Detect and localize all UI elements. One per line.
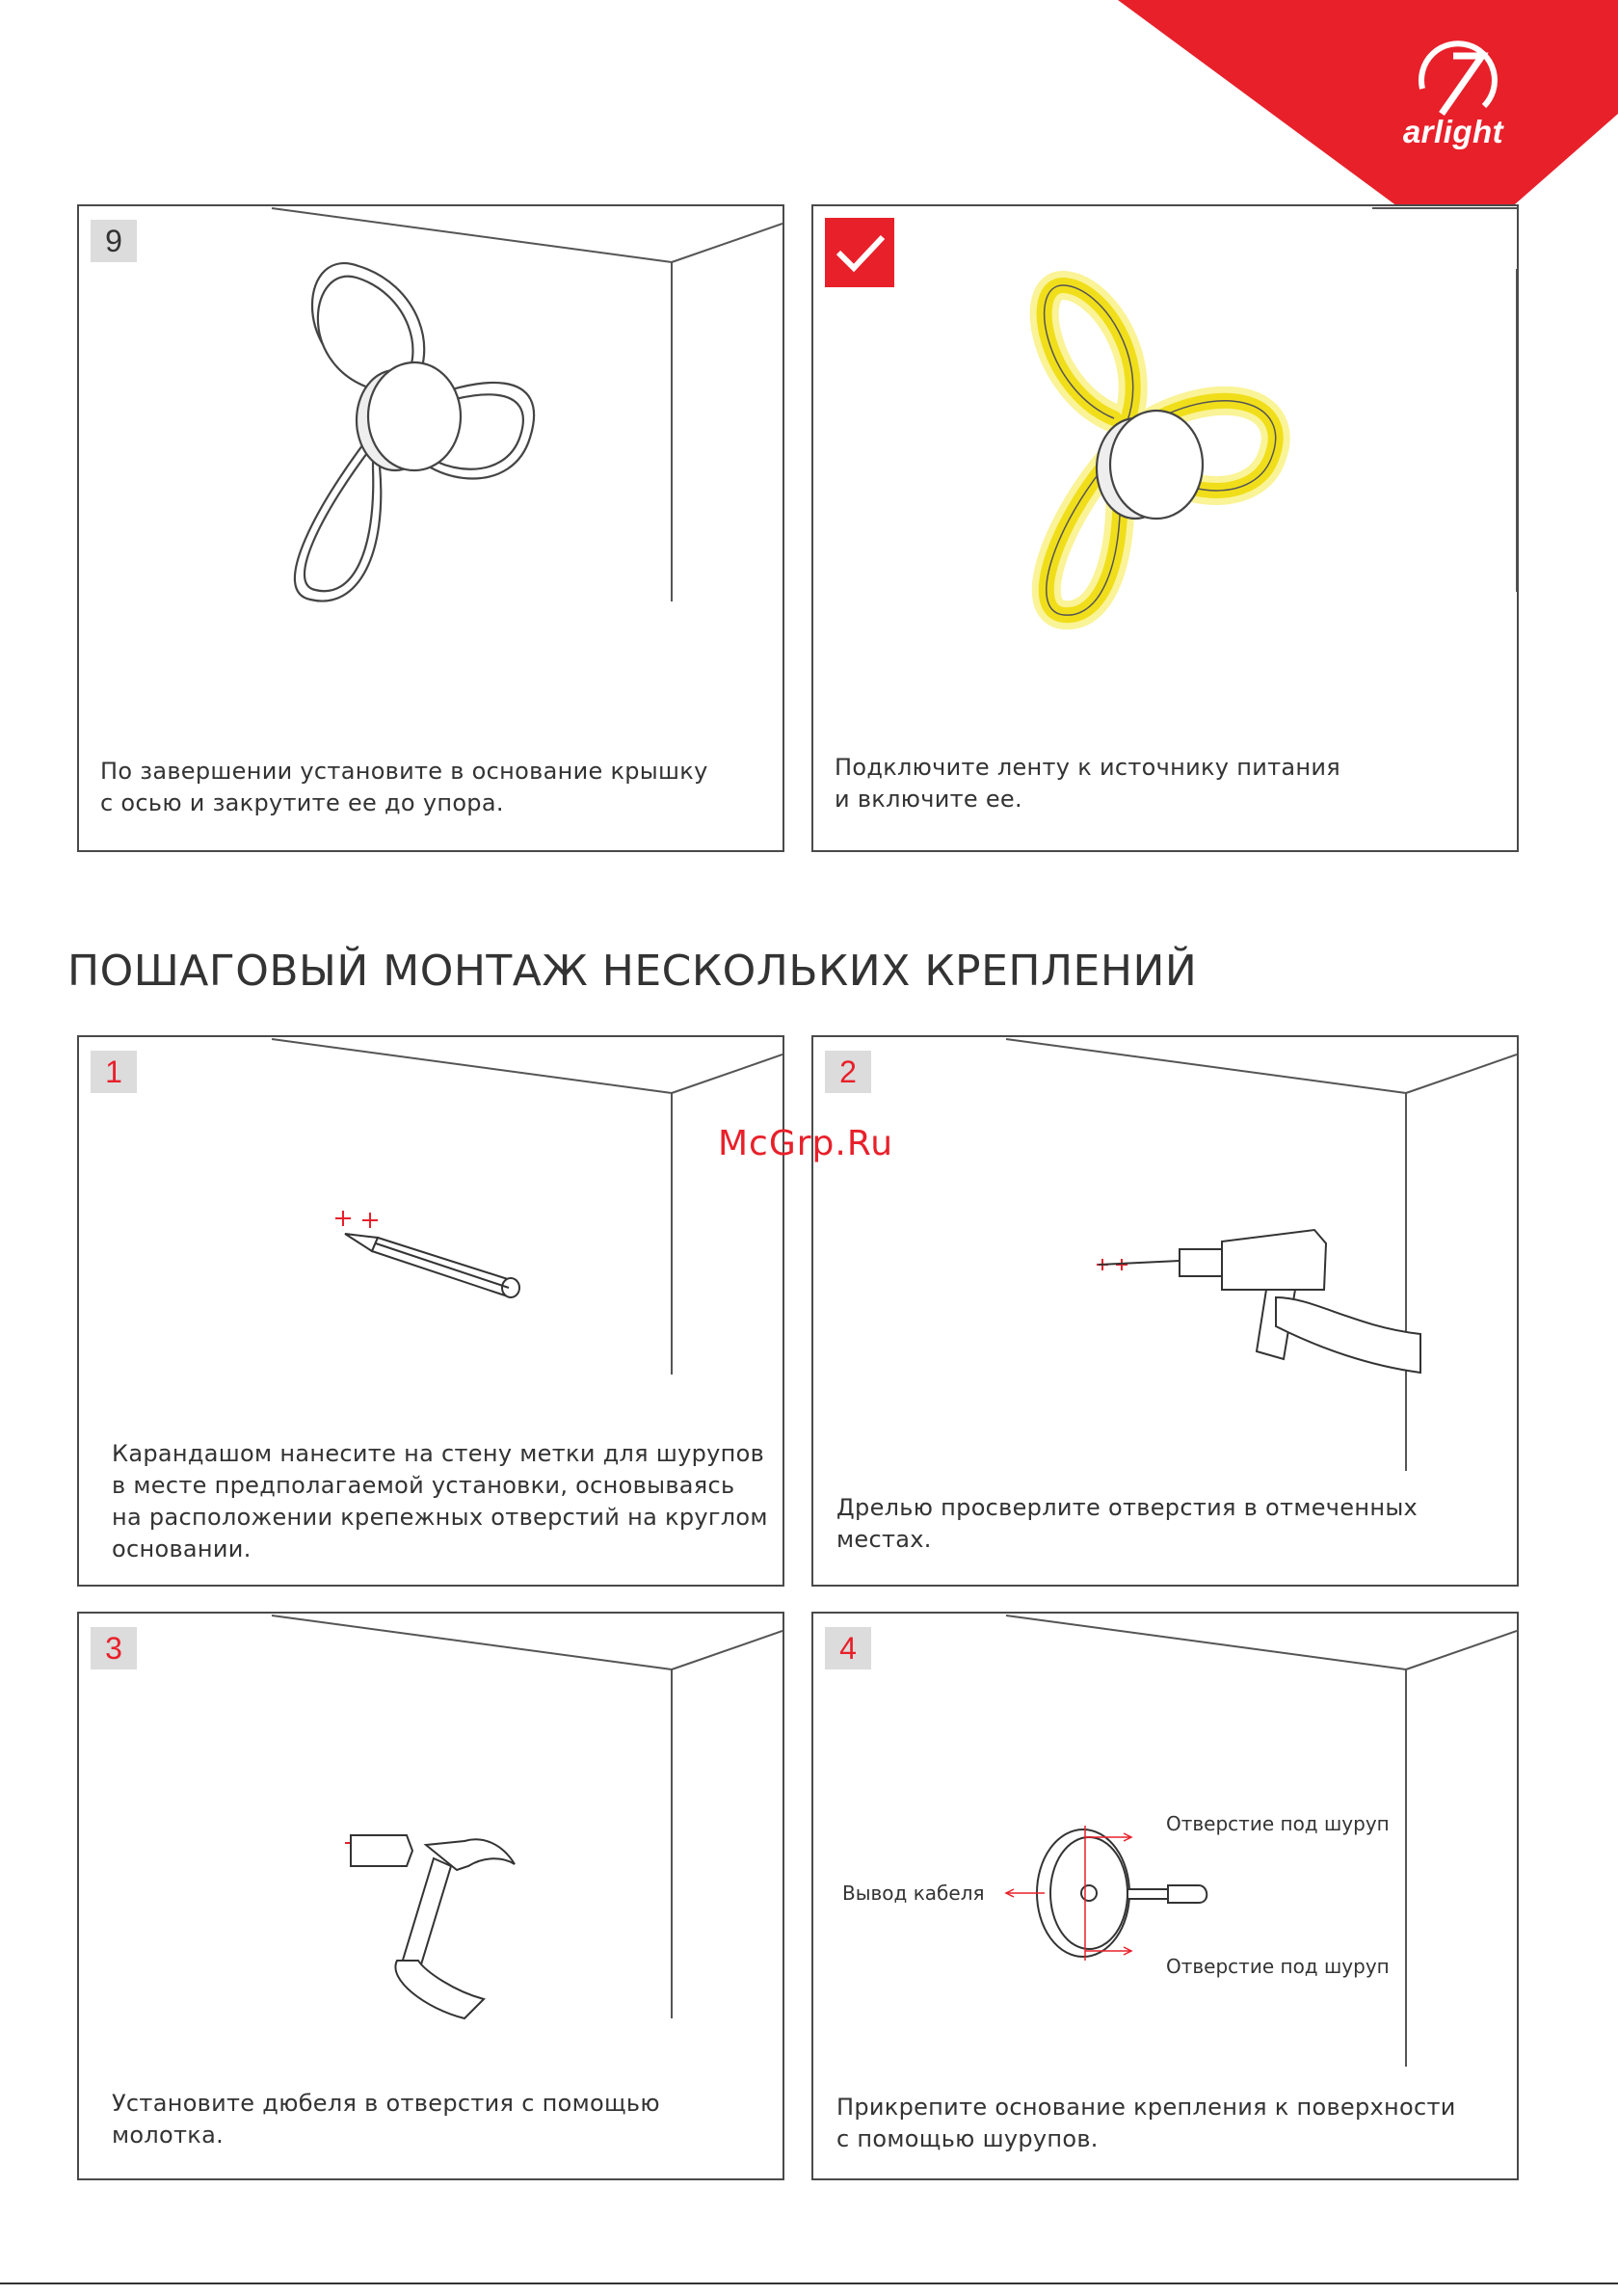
- panel-step-1: [77, 1035, 784, 1587]
- panel-step-4: [811, 1612, 1519, 2180]
- watermark: McGrp.Ru: [718, 1124, 894, 1163]
- step-caption: По завершении установите в основание крышку с осью и закрутите ее до упора.: [100, 758, 708, 816]
- step-caption: Дрелью просверлите отверстия в отмеченных местах.: [836, 1494, 1419, 1553]
- callout-screw-hole-top: Отверстие под шуруп: [1166, 1812, 1390, 1835]
- brand-logo: arlight: [1402, 114, 1504, 149]
- step-caption: Прикрепите основание крепления к поверхности с помощью шурупов.: [836, 2094, 1456, 2152]
- step-badge: 1: [91, 1051, 137, 1093]
- check-icon: [825, 218, 894, 287]
- step-caption: Карандашом нанесите на стену метки для шурупов в месте предполагаемой установки, основываясь на расположении крепежных отверстий на круглом основании.: [112, 1440, 768, 1562]
- section-title: ПОШАГОВЫЙ МОНТАЖ НЕСКОЛЬКИХ КРЕПЛЕНИЙ: [67, 947, 1198, 996]
- panel-step-3: [77, 1612, 784, 2180]
- panel-step-done: [811, 204, 1519, 852]
- footer-divider: [0, 2283, 1618, 2284]
- panel-step-2: [811, 1035, 1519, 1587]
- step-caption: Подключите ленту к источнику питания и включите ее.: [835, 754, 1341, 813]
- step-badge: 9: [91, 220, 137, 262]
- callout-screw-hole-bottom: Отверстие под шуруп: [1166, 1955, 1390, 1978]
- step-badge: 4: [825, 1627, 871, 1669]
- callout-cable-outlet: Вывод кабеля: [842, 1882, 985, 1905]
- step-badge: 2: [825, 1051, 871, 1093]
- step-badge: 3: [91, 1627, 137, 1669]
- panel-step-9: [77, 204, 784, 852]
- step-caption: Установите дюбеля в отверстия с помощью молотка.: [112, 2090, 660, 2149]
